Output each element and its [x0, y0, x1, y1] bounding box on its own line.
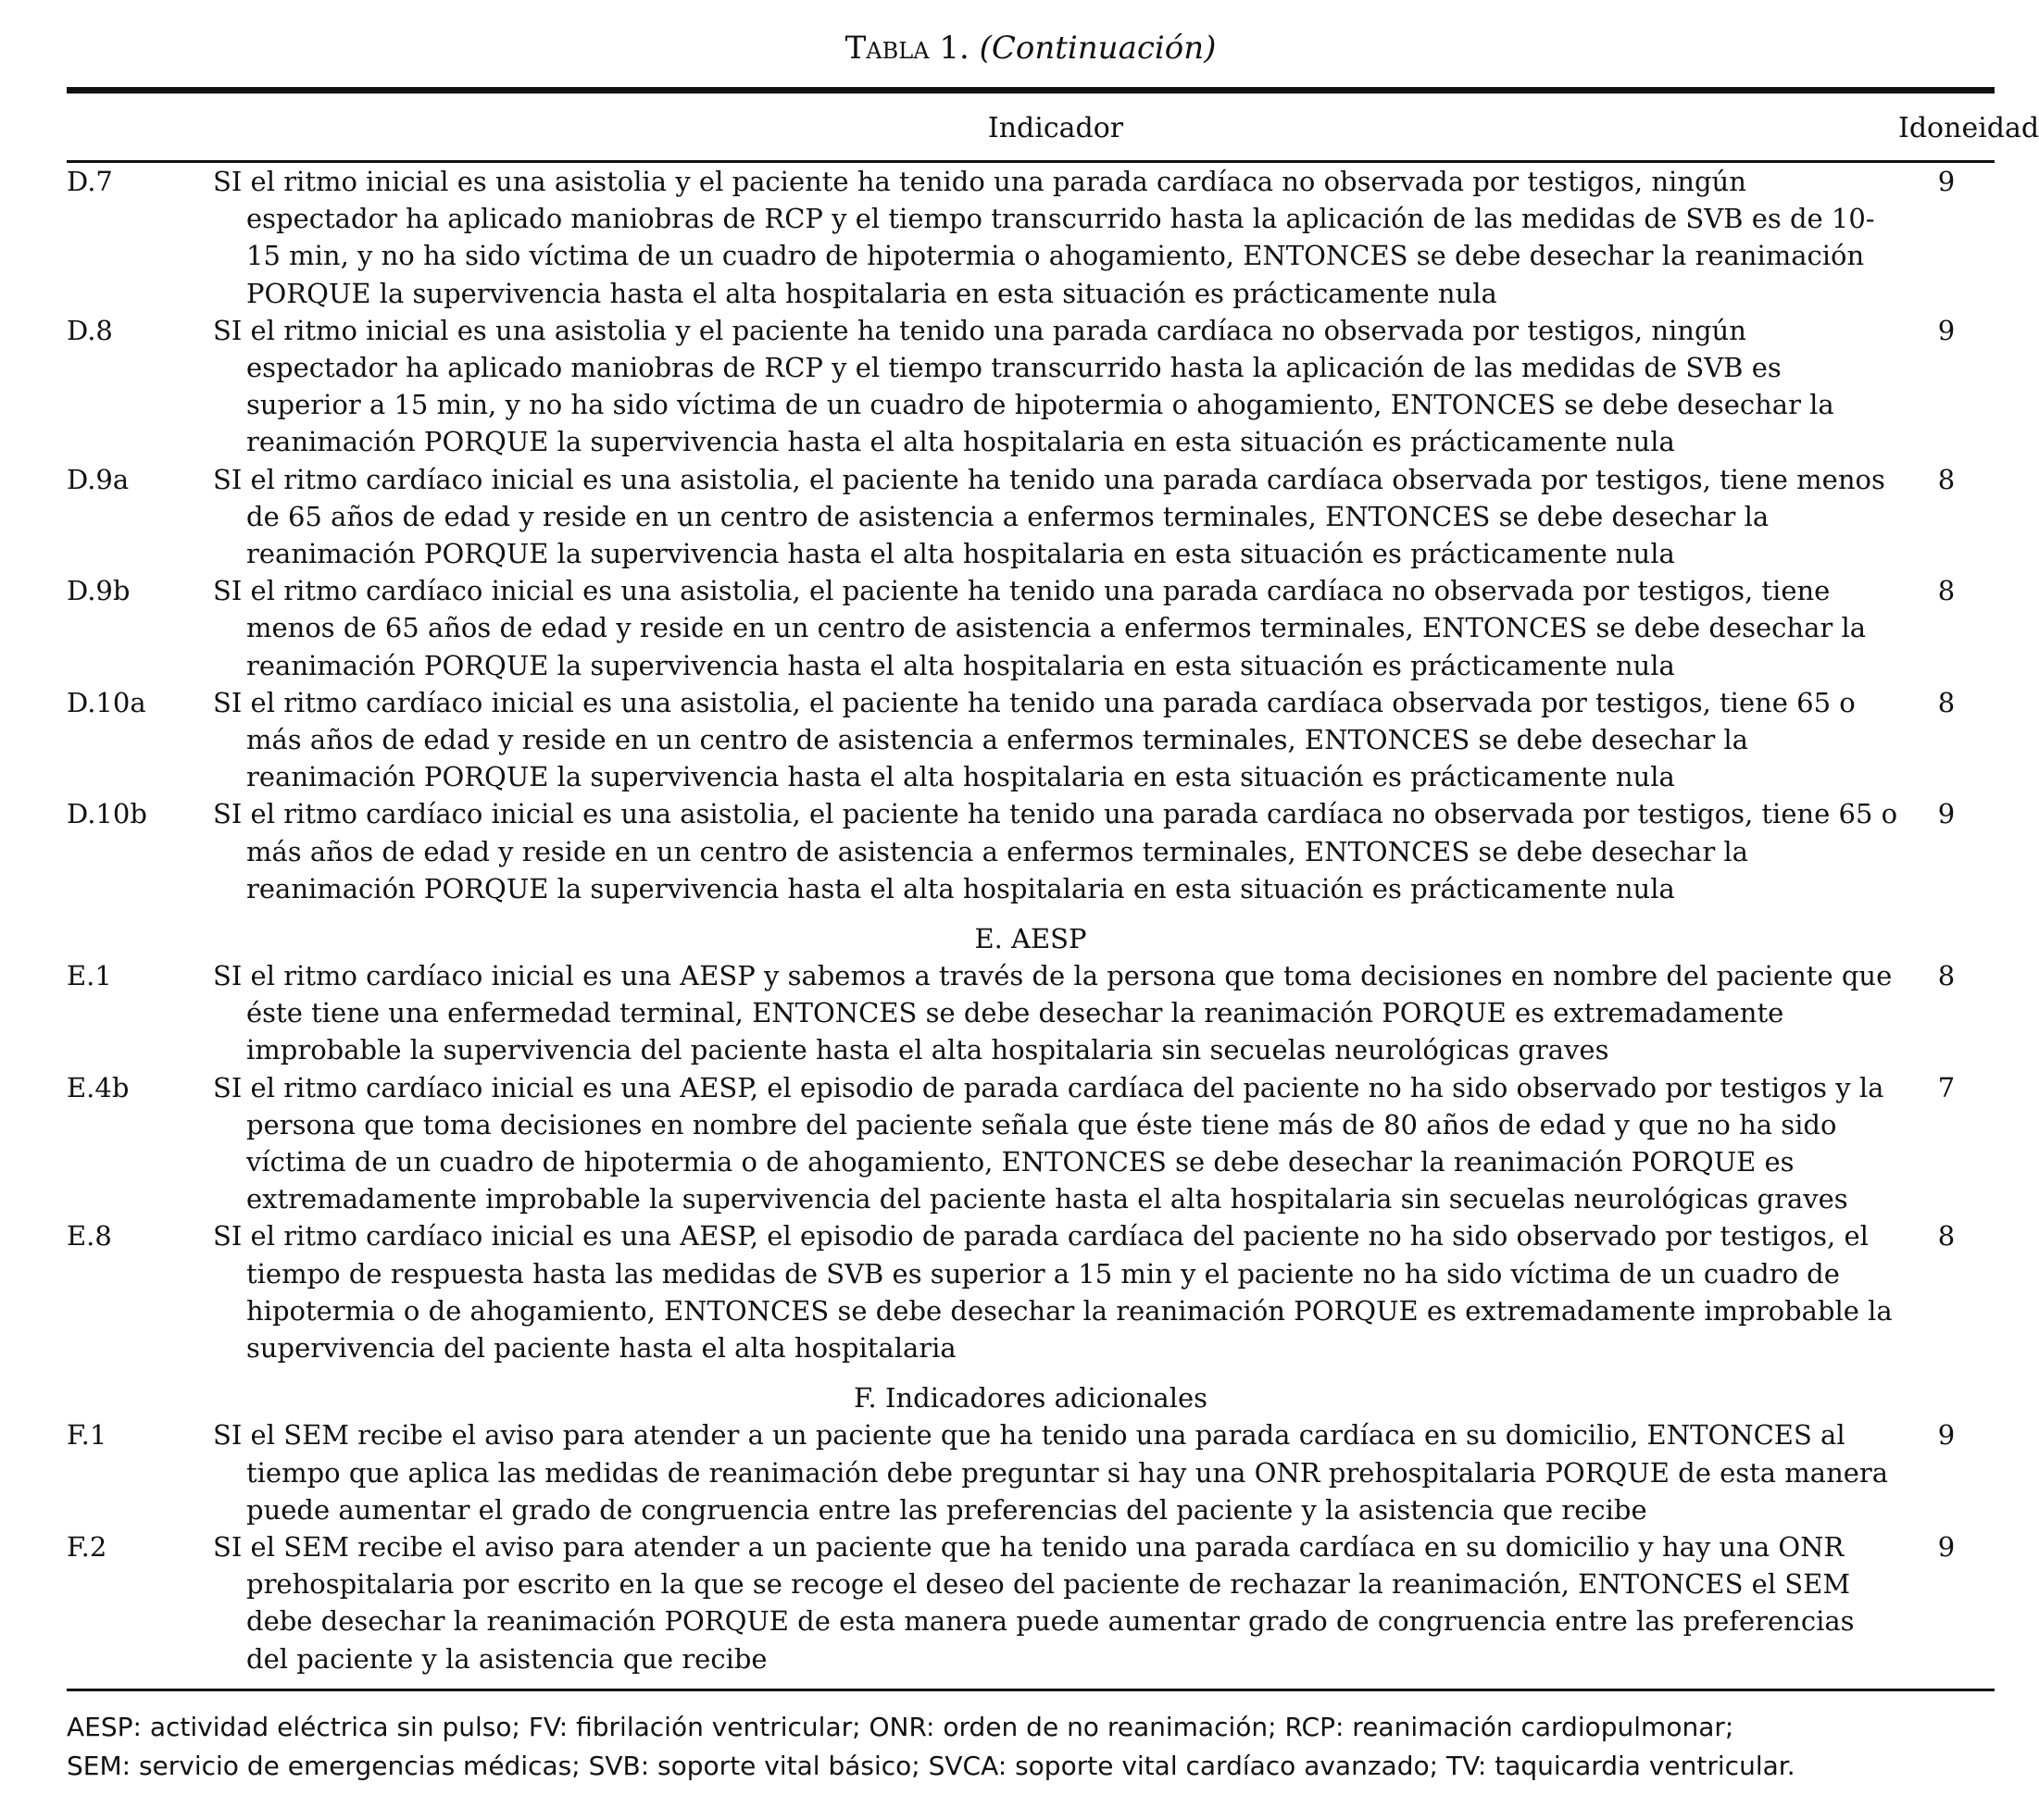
indicator-text: SI el ritmo cardíaco inicial es una asistolia, el paciente ha tenido una parada cardíaca observada por testigos, tiene 65 o más años de edad y reside en un centro de asistencia a enfermos terminales, ENTONCES se debe desechar la reanimación PORQUE la supervivencia hasta el alta hospitalaria en esta situación es prácticamente nula [213, 686, 1856, 793]
indicator-id: D.7 [67, 166, 113, 197]
table-title-prefix: Tabla 1. [844, 30, 969, 67]
header-indicator: Indicador [987, 112, 1124, 144]
indicator-id: E.1 [67, 960, 112, 992]
indicator-id: E.8 [67, 1220, 112, 1253]
suitability-score: 7 [1937, 1071, 1956, 1103]
bottom-rule [67, 1689, 1995, 1691]
top-rule [67, 87, 1995, 93]
suitability-score: 9 [1937, 314, 1956, 346]
indicator-id: D.9b [67, 575, 131, 607]
section-heading-e: E. AESP [974, 923, 1087, 955]
suitability-score: 9 [1937, 1530, 1956, 1563]
indicator-table [67, 93, 2039, 1677]
header-suitability: Idoneidad [1898, 112, 2039, 144]
indicator-text-cell [213, 1217, 1898, 1366]
indicator-id: F.1 [67, 1419, 107, 1452]
table-row [67, 1416, 1995, 1528]
table-row [67, 163, 1995, 312]
indicator-text-cell [213, 795, 1898, 907]
indicator-text: SI el ritmo cardíaco inicial es una asistolia, el paciente ha tenido una parada cardíaca no observada por testigos, tiene menos de 65 años de edad y reside en un centro de asistencia a enfermos terminales, ENTONCES se debe desechar la reanimación PORQUE la supervivencia hasta el alta hospitalaria en esta situación es prácticamente nula [213, 575, 1867, 681]
section-e-rows [67, 957, 1995, 1366]
indicator-text-cell [213, 163, 1898, 312]
indicator-id: F.2 [67, 1530, 107, 1563]
indicator-text: SI el ritmo cardíaco inicial es una AESP y sabemos a través de la persona que toma decisiones en nombre del paciente que éste tiene una enfermedad terminal, ENTONCES se debe desechar la reanimación PORQUE es extremadamente improbable la supervivencia del paciente hasta el alta hospitalaria sin secuelas neurológicas graves [213, 960, 1893, 1066]
indicator-text: SI el ritmo inicial es una asistolia y el paciente ha tenido una parada cardíaca no observada por testigos, ningún espectador ha aplicado maniobras de RCP y el tiempo transcurrido hasta la aplicación de las medidas de SVB es superior a 15 min, y no ha sido víctima de un cuadro de hipotermia o ahogamiento, ENTONCES se debe desechar la reanimación PORQUE la supervivencia hasta el alta hospitalaria en esta situación es prácticamente nula [213, 314, 1834, 458]
table-row [67, 1217, 1995, 1366]
section-row-e [67, 907, 1995, 957]
footnote-line-1: AESP: actividad eléctrica sin pulso; FV: fibrilación ventricular; ONR: orden de no reanimación; RCP: reanimación cardiopulmonar; [67, 1711, 1734, 1742]
indicator-id: E.4b [67, 1071, 130, 1103]
indicator-text: SI el ritmo cardíaco inicial es una AESP, el episodio de parada cardíaca del paciente no ha sido observado por testigos y la persona que toma decisiones en nombre del paciente señala que éste tiene más de 80 años de edad y que no ha sido víctima de un cuadro de hipotermia o de ahogamiento, ENTONCES se debe desechar la reanimación PORQUE es extremadamente improbable la supervivencia del paciente hasta el alta hospitalaria sin secuelas neurológicas graves [213, 1071, 1884, 1215]
indicator-text-cell [213, 957, 1898, 1069]
table-title [67, 22, 1995, 74]
indicator-text-cell [213, 461, 1898, 573]
table-row [67, 684, 1995, 796]
table-row [67, 1069, 1995, 1218]
indicator-text-cell [213, 312, 1898, 461]
table-row [67, 312, 1995, 461]
table-row [67, 795, 1995, 907]
indicator-text: SI el ritmo cardíaco inicial es una asistolia, el paciente ha tenido una parada cardíaca no observada por testigos, tiene 65 o más años de edad y reside en un centro de asistencia a enfermos terminales, ENTONCES se debe desechar la reanimación PORQUE la supervivencia hasta el alta hospitalaria en esta situación es prácticamente nula [213, 798, 1898, 904]
suitability-score: 8 [1937, 960, 1956, 992]
table-footnote [67, 1708, 1995, 1786]
table-title-suffix: (Continuación) [979, 30, 1217, 67]
table-row [67, 572, 1995, 684]
indicator-id: D.8 [67, 314, 113, 346]
indicator-id: D.10a [67, 686, 146, 718]
table-row [67, 957, 1995, 1069]
indicator-id: D.10b [67, 798, 147, 830]
suitability-score: 8 [1937, 575, 1956, 607]
indicator-text-cell [213, 1069, 1898, 1218]
indicator-text: SI el ritmo cardíaco inicial es una asistolia, el paciente ha tenido una parada cardíaca observada por testigos, tiene menos de 65 años de edad y reside en un centro de asistencia a enfermos terminales, ENTONCES se debe desechar la reanimación PORQUE la supervivencia hasta el alta hospitalaria en esta situación es prácticamente nula [213, 463, 1885, 570]
header-row [67, 93, 1995, 160]
indicator-text: SI el ritmo inicial es una asistolia y el paciente ha tenido una parada cardíaca no observada por testigos, ningún espectador ha aplicado maniobras de RCP y el tiempo transcurrido hasta la aplicación de las medidas de SVB es de 10-15 min, y no ha sido víctima de un cuadro de hipotermia o ahogamiento, ENTONCES se debe desechar la reanimación PORQUE la supervivencia hasta el alta hospitalaria en esta situación es prácticamente nula [213, 166, 1875, 309]
indicator-text-cell [213, 1528, 1898, 1677]
section-heading-f: F. Indicadores adicionales [853, 1382, 1208, 1415]
indicator-text-cell [213, 1416, 1898, 1528]
section-d-rows [67, 163, 1995, 907]
header-id-cell [67, 93, 213, 160]
suitability-score: 8 [1937, 686, 1956, 718]
indicator-id: D.9a [67, 463, 130, 495]
indicator-text: SI el SEM recibe el aviso para atender a un paciente que ha tenido una parada cardíaca en su domicilio, ENTONCES al tiempo que aplica las medidas de reanimación debe preguntar si hay una ONR prehospitalaria PORQUE de esta manera puede aumentar el grado de congruencia entre las preferencias del paciente y la asistencia que recibe [213, 1419, 1889, 1526]
indicator-text-cell [213, 572, 1898, 684]
table-page [67, 22, 2039, 1786]
indicator-text: SI el ritmo cardíaco inicial es una AESP, el episodio de parada cardíaca del paciente no ha sido observado por testigos, el tiempo de respuesta hasta las medidas de SVB es superior a 15 min y el paciente no ha sido víctima de un cuadro de hipotermia o de ahogamiento, ENTONCES se debe desechar la reanimación PORQUE es extremadamente improbable la supervivencia del paciente hasta el alta hospitalaria [213, 1220, 1893, 1365]
suitability-score: 9 [1937, 1419, 1956, 1452]
suitability-score: 9 [1937, 798, 1956, 830]
table-row [67, 461, 1995, 573]
section-row-f [67, 1366, 1995, 1416]
suitability-score: 8 [1937, 463, 1956, 495]
footnote-line-2: SEM: servicio de emergencias médicas; SVB: soporte vital básico; SVCA: soporte vital cardíaco avanzado; TV: taquicardia ventricular. [67, 1750, 1795, 1781]
suitability-score: 8 [1937, 1220, 1956, 1253]
suitability-score: 9 [1937, 166, 1956, 197]
indicator-text-cell [213, 684, 1898, 796]
section-f-rows [67, 1416, 1995, 1677]
table-row [67, 1528, 1995, 1677]
indicator-text: SI el SEM recibe el aviso para atender a un paciente que ha tenido una parada cardíaca en su domicilio y hay una ONR prehospitalaria por escrito en la que se recoge el deseo del paciente de rechazar la reanimación, ENTONCES el SEM debe desechar la reanimación PORQUE de esta manera puede aumentar grado de congruencia entre las preferencias del paciente y la asistencia que recibe [213, 1530, 1855, 1675]
